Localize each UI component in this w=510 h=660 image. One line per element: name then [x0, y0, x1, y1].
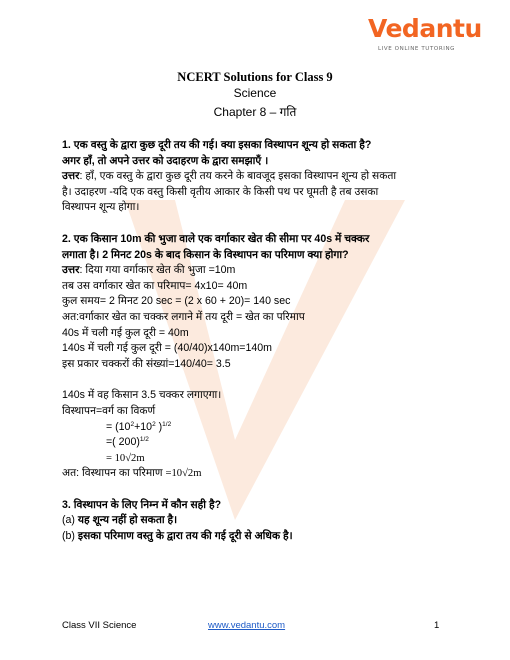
q1-answer-line1	[62, 169, 462, 185]
q2-answer-text1: : दिया गया वर्गाकार खेत की भुजा =10m	[79, 264, 236, 277]
calc1-sup2: 2	[152, 420, 156, 428]
q1-question-line1: 1. एक वस्तु के द्वारा कुछ दूरी तय की गई। क्या इसका विस्थापन शून्य हो सकता है?	[62, 139, 372, 151]
calc1-mid: +10	[134, 420, 153, 433]
calc1-post: )	[155, 420, 163, 433]
q2-question-line1: 2. एक किसान 10m की भुजा वाले एक वर्गाकार खेत की सीमा पर 40s में चक्कर	[62, 232, 370, 245]
calc1-sup3: 1/2	[162, 420, 172, 428]
q1-answer-text1: : हाँ, एक वस्तु के द्वारा कुछ दूरी तय करने के बावजूद इसका विस्थापन शून्य हो सकता	[79, 170, 397, 183]
calc2-sup: 1/2	[139, 436, 149, 444]
q3-option-a	[62, 513, 462, 529]
q1-answer-label: उत्तर	[62, 170, 80, 183]
chapter-heading: Chapter 8 – गति	[213, 105, 297, 119]
calc2-pre: =( 200)	[106, 436, 140, 449]
q3-option-a-marker: (a)	[62, 514, 78, 527]
q3-option-b-marker: (b)	[62, 530, 78, 543]
q2-answer-line4: अत:वर्गाकार खेत का चक्कर लगाने में तय दूरी = खेत का परिमाप	[62, 310, 305, 323]
q2-calc-line2	[62, 435, 462, 451]
q2-final-value: =10√2m	[165, 468, 202, 480]
q2-calc-line3: = 10√2m	[106, 452, 145, 464]
q1-answer-line2: है। उदाहरण -यदि एक वस्तु किसी वृतीय आकार के किसी पथ पर घूमती है तब उसका	[62, 185, 379, 198]
q2-final-line	[62, 466, 462, 482]
q3-option-b	[62, 529, 462, 545]
q2-answer-line7: इस प्रकार चक्करों की संख्यां=140/40= 3.5	[62, 357, 231, 370]
q2-answer-line2: तब उस वर्गाकार खेत का परिमाप= 4x10= 40m	[62, 279, 248, 292]
q2-answer-line3: कुल समय= 2 मिनट 20 sec = (2 x 60 + 20)= 140 sec	[62, 295, 291, 308]
q2-displacement-definition: विस्थापन=वर्ग का विकर्ण	[62, 404, 156, 417]
q2-final-text: अत: विस्थापन का परिमाण	[62, 467, 166, 480]
calc1-sup1: 2	[130, 420, 135, 428]
vedantu-logo	[368, 8, 498, 54]
page-title: NCERT Solutions for Class 9	[177, 70, 333, 84]
logo-tagline: LIVE ONLINE TUTORING	[378, 46, 456, 52]
q3-question: 3. विस्थापन के लिए निम्न में कौन सही है?	[62, 498, 222, 511]
footer-website-link[interactable]: www.vedantu.com	[208, 620, 286, 631]
page-number: 1	[434, 620, 440, 631]
q2-answer-line5: 40s में चली गई कुल दूरी = 40m	[62, 326, 189, 339]
footer-class-label: Class VII Science	[62, 620, 137, 631]
q2-answer-label: उत्तर	[62, 264, 80, 277]
q3-option-b-text: इसका परिमाण वस्तु के द्वारा तय की गई दूरी से अधिक है।	[77, 530, 293, 543]
q2-answer-line1	[62, 263, 462, 279]
logo-wordmark: Vedantu	[368, 14, 482, 43]
q1-answer-line3: विस्थापन शून्य होगा।	[62, 201, 140, 214]
subject-heading: Science	[233, 86, 277, 100]
q1-question-line2: अगर हाँ, तो अपने उत्तर को उदाहरण के द्वारा समझाएँ ।	[62, 154, 269, 167]
q2-rounds-line: 140s में वह किसान 3.5 चक्कर लगाएगा।	[62, 389, 222, 402]
q2-answer-line6: 140s में चली गई कुल दूरी = (40/40)x140m=140m	[62, 342, 272, 355]
q2-calc-line1	[62, 420, 462, 436]
q2-question-line2: लगाता है। 2 मिनट 20s के बाद किसान के विस्थापन का परिमाण क्या होगा?	[62, 248, 349, 261]
solutions-body	[62, 138, 462, 545]
q3-option-a-text: यह शून्य नहीं हो सकता है।	[77, 514, 178, 527]
calc1-pre: = (10	[106, 420, 131, 433]
